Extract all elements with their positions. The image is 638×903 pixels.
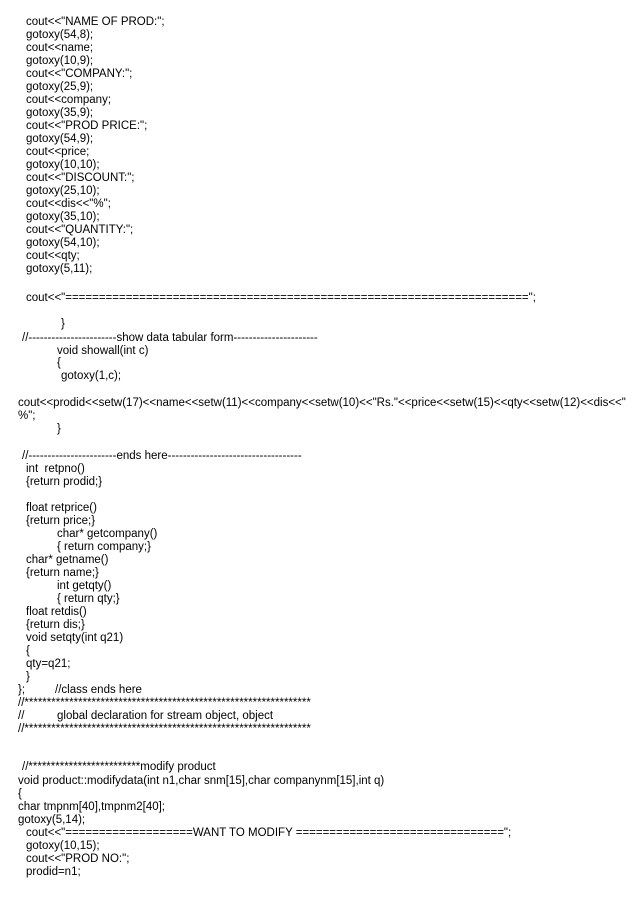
code-line-open-brace: { xyxy=(26,645,30,657)
code-line-showall-signature: void showall(int c) xyxy=(57,345,149,357)
code-comment-modify-product: //*************************modify product xyxy=(22,761,216,773)
code-line-closing-brace: } xyxy=(57,423,61,435)
code-line-cout-company: cout<<company; xyxy=(26,94,112,106)
code-line-gotoxy: gotoxy(5,14); xyxy=(18,814,86,826)
code-line-return-qty: { return qty;} xyxy=(57,593,120,605)
code-line-gotoxy: gotoxy(1,c); xyxy=(61,370,122,382)
code-line-qty-assign: qty=q21; xyxy=(26,658,71,670)
code-line-return-price: {return price;} xyxy=(26,515,96,527)
code-comment-class-ends: //class ends here xyxy=(55,684,142,696)
code-line-cout-company-label: cout<<"COMPANY:"; xyxy=(26,68,133,80)
code-line-gotoxy: gotoxy(54,9); xyxy=(26,133,94,145)
code-line-retdis: float retdis() xyxy=(26,606,87,618)
code-line-cout-name: cout<<name; xyxy=(26,42,94,54)
code-line-gotoxy: gotoxy(54,8); xyxy=(26,29,94,41)
code-comment-ends-here: //-----------------------ends here----------------------------------- xyxy=(22,450,302,462)
code-line-open-brace: { xyxy=(57,357,61,369)
code-line-gotoxy: gotoxy(10,9); xyxy=(26,55,94,67)
code-line-closing-brace: } xyxy=(26,671,30,683)
code-line-cout-qty: cout<<qty; xyxy=(26,250,80,262)
code-line-cout-tabular-row-cont: %"; xyxy=(18,410,36,422)
code-line-gotoxy: gotoxy(10,10); xyxy=(26,159,100,171)
code-line-cout-tabular-row: cout<<prodid<<setw(17)<<name<<setw(11)<<company<<setw(10)<<"Rs."<<price<<setw(15)<<qty<<setw(12)<<dis<<" xyxy=(18,397,626,409)
code-comment-global-declaration: global declaration for stream object, object xyxy=(57,710,274,722)
code-line-char-decl: char tmpnm[40],tmpnm2[40]; xyxy=(18,801,166,813)
code-line-gotoxy: gotoxy(25,9); xyxy=(26,81,94,93)
code-line-gotoxy: gotoxy(5,11); xyxy=(26,263,93,275)
code-line-cout-want-to-modify: cout<<"===================WANT TO MODIFY ==============================="; xyxy=(26,827,512,839)
code-line-retpno: int retpno() xyxy=(26,463,85,475)
code-line-getqty: int getqty() xyxy=(57,580,112,592)
code-line-prodid-assign: prodid=n1; xyxy=(26,866,81,878)
code-line-gotoxy: gotoxy(10,15); xyxy=(26,840,100,852)
code-line-return-company: { return company;} xyxy=(57,541,151,553)
code-line-cout-prod-no: cout<<"PROD NO:"; xyxy=(26,853,130,865)
code-line-class-end: }; xyxy=(18,684,26,696)
code-line-closing-brace: } xyxy=(61,318,65,330)
code-line-getname: char* getname() xyxy=(26,554,109,566)
code-line-cout-name-label: cout<<"NAME OF PROD:"; xyxy=(26,16,165,28)
code-line-gotoxy: gotoxy(25,10); xyxy=(26,185,100,197)
code-line-gotoxy: gotoxy(35,9); xyxy=(26,107,94,119)
code-line-cout-quantity-label: cout<<"QUANTITY:"; xyxy=(26,224,134,236)
code-line-cout-price: cout<<price; xyxy=(26,146,90,158)
code-comment-slashes: // xyxy=(18,710,25,722)
code-line-cout-separator: cout<<"====================================================================="; xyxy=(26,292,536,304)
code-line-getcompany: char* getcompany() xyxy=(57,528,158,540)
code-line-modifydata-signature: void product::modifydata(int n1,char snm[15],char companynm[15],int q) xyxy=(18,775,385,787)
code-comment-stars: //**************************************************************** xyxy=(18,723,311,735)
code-comment-stars: //**************************************************************** xyxy=(18,697,311,709)
code-line-return-name: {return name;} xyxy=(26,567,99,579)
code-line-setqty: void setqty(int q21) xyxy=(26,632,124,644)
code-line-retprice: float retprice() xyxy=(26,502,97,514)
code-line-gotoxy: gotoxy(54,10); xyxy=(26,237,100,249)
code-line-cout-price-label: cout<<"PROD PRICE:"; xyxy=(26,120,148,132)
code-line-return-prodid: {return prodid;} xyxy=(26,476,103,488)
code-line-cout-dis: cout<<dis<<"%"; xyxy=(26,198,111,210)
code-line-cout-discount-label: cout<<"DISCOUNT:"; xyxy=(26,172,135,184)
code-line-gotoxy: gotoxy(35,10); xyxy=(26,211,100,223)
code-comment-show-data: //-----------------------show data tabular form---------------------- xyxy=(22,332,318,344)
code-line-return-dis: {return dis;} xyxy=(26,619,85,631)
code-line-open-brace: { xyxy=(18,788,22,800)
